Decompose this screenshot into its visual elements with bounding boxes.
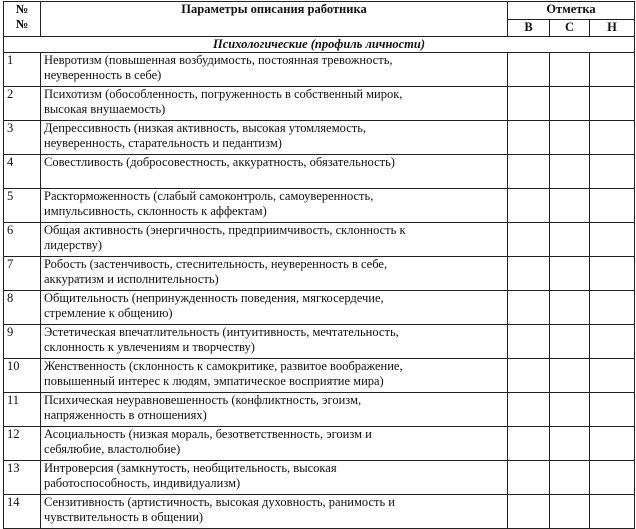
table-row <box>4 461 635 495</box>
mark-cell-high[interactable] <box>508 291 550 325</box>
row-description <box>41 223 508 257</box>
description-line-1: Эстетическая впечатлительность (интуитивность, мечтательность, <box>44 325 399 339</box>
row-number: 13 <box>4 461 41 495</box>
mark-cell-medium[interactable] <box>550 87 590 121</box>
description-line-1: Интроверсия (замкнутость, необщительность, высокая <box>44 461 337 475</box>
row-description <box>41 461 508 495</box>
row-description <box>41 495 508 529</box>
row-description <box>41 325 508 359</box>
mark-cell-medium[interactable] <box>550 121 590 155</box>
table-row <box>4 325 635 359</box>
description-line-1: Женственность (склонность к самокритике, развитое воображение, <box>44 359 403 373</box>
table-row <box>4 121 635 155</box>
mark-cell-low[interactable] <box>590 189 635 223</box>
description-line-2: работоспособность, индивидуализм) <box>44 476 241 490</box>
description-line-2: импульсивность, склонность к аффектам) <box>44 204 267 218</box>
table-row <box>4 393 635 427</box>
mark-cell-high[interactable] <box>508 427 550 461</box>
parameters-column-header: Параметры описания работника <box>41 2 508 37</box>
mark-cell-medium[interactable] <box>550 325 590 359</box>
row-number: 14 <box>4 495 41 529</box>
mark-cell-low[interactable] <box>590 393 635 427</box>
mark-cell-high[interactable] <box>508 325 550 359</box>
description-line-2: стремление к общению) <box>44 306 173 320</box>
number-column-header <box>4 2 41 37</box>
description-line-2: лидерству) <box>44 238 102 252</box>
description-line-1: Психотизм (обособленность, погруженность в собственный мирок, <box>44 87 403 101</box>
description-line-1: Раскторможенность (слабый самоконтроль, самоуверенность, <box>44 189 374 203</box>
row-description <box>41 291 508 325</box>
description-line-2: неуверенность в себе) <box>44 68 162 82</box>
table-row <box>4 257 635 291</box>
row-description <box>41 121 508 155</box>
row-number: 6 <box>4 223 41 257</box>
table-row <box>4 495 635 529</box>
mark-cell-medium[interactable] <box>550 155 590 189</box>
row-number: 8 <box>4 291 41 325</box>
mark-cell-medium[interactable] <box>550 427 590 461</box>
section-title: Психологические (профиль личности) <box>4 37 635 53</box>
mark-cell-low[interactable] <box>590 495 635 529</box>
mark-cell-low[interactable] <box>590 359 635 393</box>
mark-cell-medium[interactable] <box>550 393 590 427</box>
row-number: 11 <box>4 393 41 427</box>
mark-cell-high[interactable] <box>508 257 550 291</box>
mark-cell-high[interactable] <box>508 495 550 529</box>
description-line-2: склонность к увлечениям и творчеству) <box>44 340 255 354</box>
row-number: 1 <box>4 53 41 87</box>
row-description <box>41 427 508 461</box>
table-body <box>4 37 635 529</box>
mark-cell-high[interactable] <box>508 121 550 155</box>
mark-cell-low[interactable] <box>590 223 635 257</box>
table-row <box>4 359 635 393</box>
description-line-1: Общительность (непринужденность поведения, мягкосердечие, <box>44 291 384 305</box>
mark-cell-high[interactable] <box>508 223 550 257</box>
mark-cell-medium[interactable] <box>550 495 590 529</box>
table-row <box>4 53 635 87</box>
mark-cell-high[interactable] <box>508 155 550 189</box>
row-number: 9 <box>4 325 41 359</box>
mark-column-low: Н <box>590 20 635 37</box>
description-line-2: повышенный интерес к людям, эмпатическое восприятие мира) <box>44 374 384 388</box>
mark-cell-high[interactable] <box>508 189 550 223</box>
row-description <box>41 155 508 189</box>
mark-column-medium: С <box>550 20 590 37</box>
table-row <box>4 189 635 223</box>
mark-cell-medium[interactable] <box>550 461 590 495</box>
table-row <box>4 291 635 325</box>
row-description <box>41 87 508 121</box>
description-line-1: Невротизм (повышенная возбудимость, постоянная тревожность, <box>44 53 393 67</box>
mark-cell-low[interactable] <box>590 291 635 325</box>
mark-cell-high[interactable] <box>508 461 550 495</box>
row-number: 10 <box>4 359 41 393</box>
description-line-1: Сензитивность (артистичность, высокая духовность, ранимость и <box>44 495 395 509</box>
description-line-1: Робость (застенчивость, стеснительность, неуверенность в себе, <box>44 257 388 271</box>
mark-cell-low[interactable] <box>590 87 635 121</box>
description-line-2: высокая внушаемость) <box>44 102 166 116</box>
row-description <box>41 359 508 393</box>
table-row <box>4 87 635 121</box>
mark-column-header: Отметка <box>508 2 635 20</box>
mark-cell-low[interactable] <box>590 257 635 291</box>
description-line-2: неуверенность, старательность и педантизм) <box>44 136 282 150</box>
row-number: 7 <box>4 257 41 291</box>
table-row <box>4 427 635 461</box>
row-number: 2 <box>4 87 41 121</box>
table-row <box>4 223 635 257</box>
personality-parameters-table <box>3 1 635 529</box>
mark-cell-high[interactable] <box>508 53 550 87</box>
mark-cell-low[interactable] <box>590 155 635 189</box>
mark-cell-high[interactable] <box>508 87 550 121</box>
number-header-line-1: № <box>15 2 29 16</box>
mark-cell-low[interactable] <box>590 325 635 359</box>
description-line-2: напряженность в отношениях) <box>44 408 207 422</box>
mark-cell-low[interactable] <box>590 461 635 495</box>
mark-cell-high[interactable] <box>508 359 550 393</box>
row-number: 12 <box>4 427 41 461</box>
description-line-2: аккуратизм и исполнительность) <box>44 272 219 286</box>
row-description <box>41 189 508 223</box>
description-line-2: чувствительность в общении) <box>44 510 204 524</box>
mark-cell-high[interactable] <box>508 393 550 427</box>
description-line-1: Совестливость (добросовестность, аккуратность, обязательность) <box>44 155 395 169</box>
mark-cell-medium[interactable] <box>550 223 590 257</box>
mark-cell-medium[interactable] <box>550 189 590 223</box>
row-number: 5 <box>4 189 41 223</box>
mark-cell-low[interactable] <box>590 427 635 461</box>
description-line-1: Психическая неуравновешенность (конфликтность, эгоизм, <box>44 393 362 407</box>
table-row <box>4 155 635 189</box>
mark-cell-medium[interactable] <box>550 257 590 291</box>
mark-cell-medium[interactable] <box>550 359 590 393</box>
mark-cell-medium[interactable] <box>550 53 590 87</box>
number-header-line-2: № <box>15 17 29 31</box>
mark-cell-medium[interactable] <box>550 291 590 325</box>
row-number: 3 <box>4 121 41 155</box>
mark-column-high: В <box>508 20 550 37</box>
mark-cell-low[interactable] <box>590 53 635 87</box>
row-number: 4 <box>4 155 41 189</box>
mark-cell-low[interactable] <box>590 121 635 155</box>
row-description <box>41 53 508 87</box>
row-description <box>41 393 508 427</box>
description-line-1: Депрессивность (низкая активность, высокая утомляемость, <box>44 121 367 135</box>
description-line-1: Общая активность (энергичность, предприимчивость, склонность к <box>44 223 406 237</box>
row-description <box>41 257 508 291</box>
description-line-2: себялюбие, властолюбие) <box>44 442 181 456</box>
description-line-1: Асоциальность (низкая мораль, безответственность, эгоизм и <box>44 427 372 441</box>
